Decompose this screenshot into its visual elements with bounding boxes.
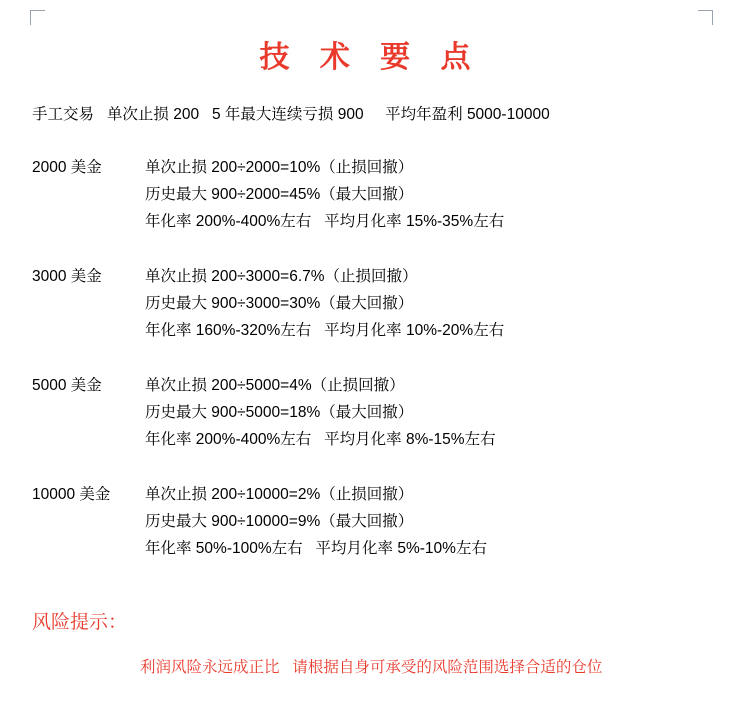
capital-label: 5000 美金 bbox=[32, 377, 102, 394]
capital-lines bbox=[145, 372, 741, 453]
capital-block-2000 bbox=[0, 154, 741, 235]
document-body bbox=[0, 104, 741, 680]
capital-line: 单次止损 200÷2000=10%（止损回撤） bbox=[145, 159, 414, 176]
capital-lines bbox=[145, 154, 741, 235]
summary-line: 手工交易 单次止损 200 5 年最大连续亏损 900 平均年盈利 5000-10000 bbox=[32, 106, 550, 123]
capital-line: 年化率 50%-100%左右 平均月化率 5%-10%左右 bbox=[145, 540, 487, 557]
capital-label: 10000 美金 bbox=[32, 486, 111, 503]
capital-line: 单次止损 200÷10000=2%（止损回撤） bbox=[145, 486, 414, 503]
capital-line: 历史最大 900÷10000=9%（最大回撤） bbox=[145, 513, 414, 530]
capital-label: 2000 美金 bbox=[32, 159, 102, 176]
margin-mark-top-left bbox=[30, 10, 45, 25]
capital-line: 历史最大 900÷2000=45%（最大回撤） bbox=[145, 186, 414, 203]
capital-block-5000 bbox=[0, 372, 741, 453]
capital-label: 3000 美金 bbox=[32, 268, 102, 285]
capital-line: 单次止损 200÷5000=4%（止损回撤） bbox=[145, 377, 405, 394]
margin-mark-top-right bbox=[698, 10, 713, 25]
risk-notice-body: 利润风险永远成正比 请根据自身可承受的风险范围选择合适的仓位 bbox=[140, 659, 603, 676]
capital-lines bbox=[145, 481, 741, 562]
capital-line: 年化率 160%-320%左右 平均月化率 10%-20%左右 bbox=[145, 322, 505, 339]
capital-lines bbox=[145, 263, 741, 344]
risk-notice-title: 风险提示： bbox=[32, 612, 128, 633]
page-title: 技 术 要 点 bbox=[259, 41, 482, 74]
capital-line: 历史最大 900÷3000=30%（最大回撤） bbox=[145, 295, 414, 312]
capital-block-3000 bbox=[0, 263, 741, 344]
capital-line: 历史最大 900÷5000=18%（最大回撤） bbox=[145, 404, 414, 421]
capital-line: 年化率 200%-400%左右 平均月化率 8%-15%左右 bbox=[145, 431, 496, 448]
capital-line: 单次止损 200÷3000=6.7%（止损回撤） bbox=[145, 268, 418, 285]
capital-block-10000 bbox=[0, 481, 741, 562]
capital-line: 年化率 200%-400%左右 平均月化率 15%-35%左右 bbox=[145, 213, 505, 230]
